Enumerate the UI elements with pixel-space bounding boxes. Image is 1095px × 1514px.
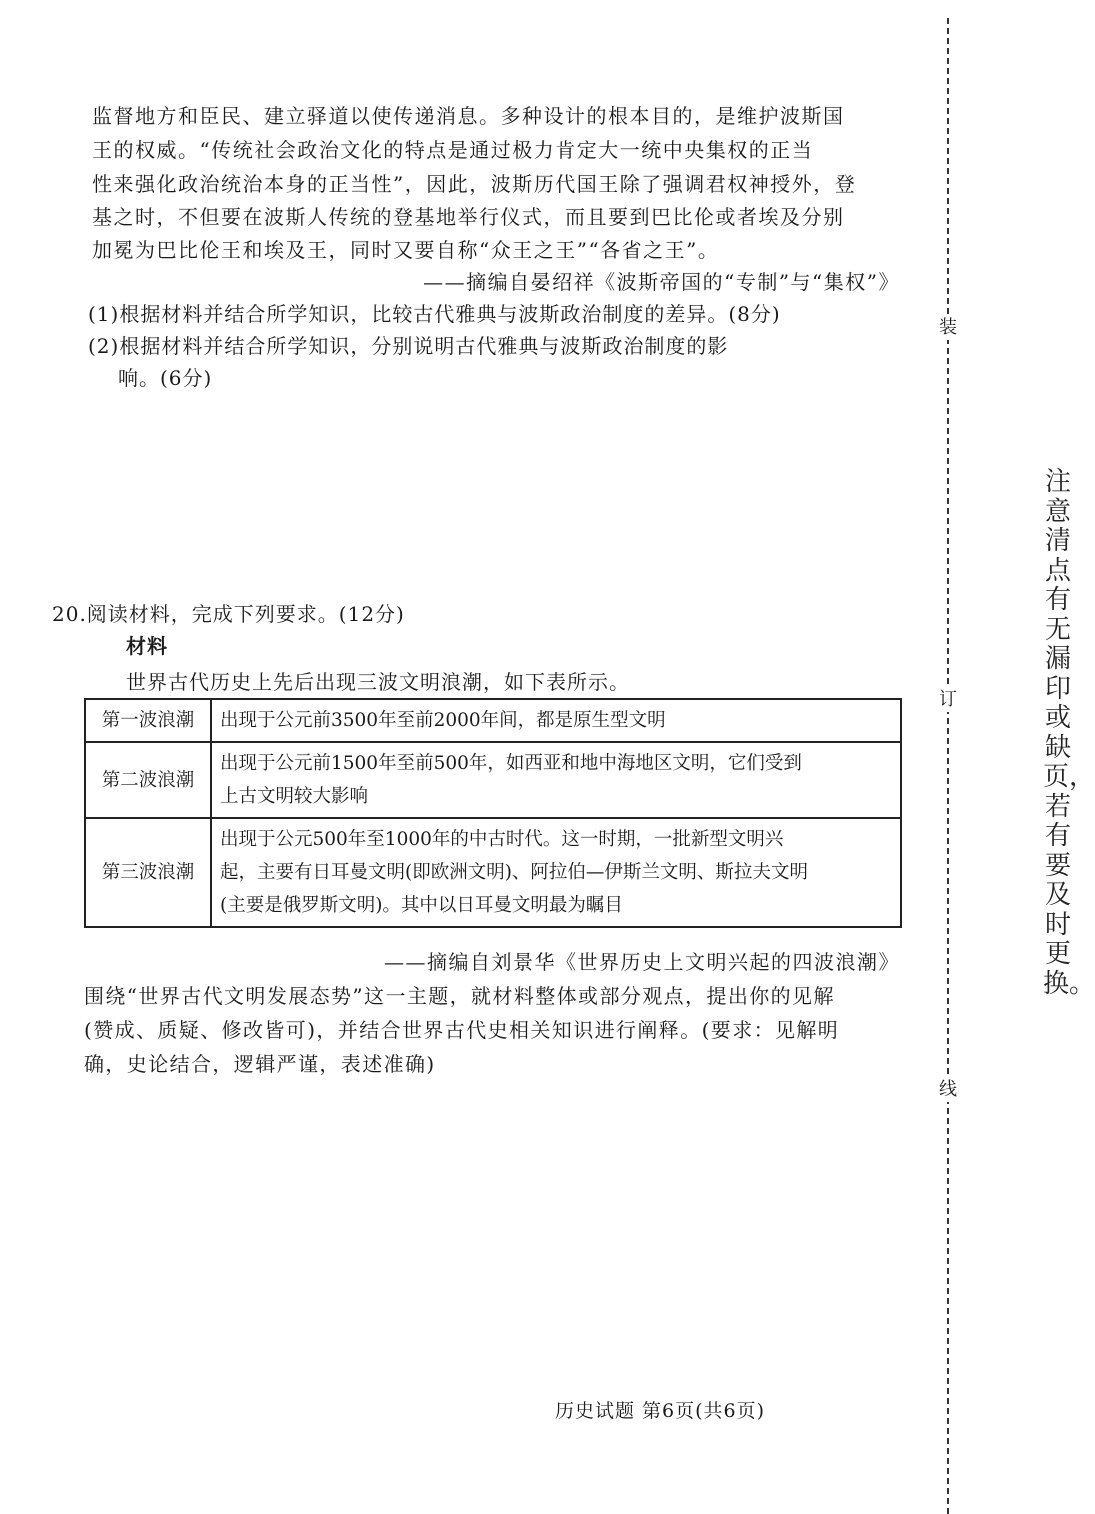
table-row	[85, 742, 901, 818]
wave-desc-line: 上古文明较大影响	[220, 786, 369, 807]
prompt-line: 围绕“世界古代文明发展态势”这一主题，就材料整体或部分观点，提出你的见解	[84, 984, 835, 1008]
wave-label: 第三波浪潮	[85, 818, 211, 927]
passage-line: 基之时，不但要在波斯人传统的登基地举行仪式，而且要到巴比伦或者埃及分别	[92, 205, 845, 229]
prompt-line: 确，史论结合，逻辑严谨，表述准确)	[84, 1052, 436, 1076]
passage-line: 王的权威。“传统社会政治文化的特点是通过极力肯定大一统中央集权的正当	[92, 138, 814, 162]
table-source: ——摘编自刘景华《世界历史上文明兴起的四波浪潮》	[384, 950, 900, 974]
wave-desc-line: 出现于公元500年至1000年的中古时代。这一时期，一批新型文明兴	[220, 829, 784, 850]
table-row	[85, 818, 901, 927]
binding-mark: 订	[939, 689, 957, 710]
table-row	[85, 699, 901, 742]
footer-text: 历史试题 第6页(共6页)	[554, 1400, 766, 1422]
question-19-part-2-cont: 响。(6分)	[118, 366, 213, 390]
wave-desc	[211, 742, 901, 818]
material-label: 材料	[126, 634, 168, 658]
prompt-line: (赞成、质疑、修改皆可)，并结合世界古代史相关知识进行阐释。(要求：见解明	[84, 1018, 840, 1042]
wave-desc	[211, 699, 901, 742]
wave-desc-line: 出现于公元前1500年至前500年，如西亚和地中海地区文明，它们受到	[220, 753, 802, 774]
passage-line: 性来强化政治统治本身的正当性”，因此，波斯历代国王除了强调君权神授外，登	[92, 172, 857, 196]
question-19-part-2: (2)根据材料并结合所学知识，分别说明古代雅典与波斯政治制度的影	[88, 334, 729, 358]
binding-mark: 线	[939, 1079, 957, 1100]
wave-label: 第二波浪潮	[85, 742, 211, 818]
side-notice: 注意清点有无漏印或缺页，若有要及时更换。	[1043, 467, 1095, 999]
binding-line	[947, 18, 949, 1514]
civilization-waves-table	[84, 698, 902, 928]
wave-desc-line: (主要是俄罗斯文明)。其中以日耳曼文明最为瞩目	[220, 895, 623, 916]
wave-label: 第一波浪潮	[85, 699, 211, 742]
wave-desc	[211, 818, 901, 927]
passage-line: 加冕为巴比伦王和埃及王，同时又要自称“众王之王”“各省之王”。	[92, 238, 720, 262]
question-19-part-1: (1)根据材料并结合所学知识，比较古代雅典与波斯政治制度的差异。(8分)	[88, 302, 781, 326]
binding-mark: 装	[939, 317, 957, 338]
page-footer	[0, 1396, 1080, 1423]
question-20-title: 20.阅读材料，完成下列要求。(12分)	[52, 602, 405, 626]
wave-desc-line: 起，主要有日耳曼文明(即欧洲文明)、阿拉伯—伊斯兰文明、斯拉夫文明	[220, 862, 808, 883]
passage-source: ——摘编自晏绍祥《波斯帝国的“专制”与“集权”》	[423, 270, 900, 294]
material-intro: 世界古代历史上先后出现三波文明浪潮，如下表所示。	[126, 670, 630, 694]
passage-line: 监督地方和臣民、建立驿道以使传递消息。多种设计的根本目的，是维护波斯国	[92, 104, 845, 128]
wave-desc-line: 出现于公元前3500年至前2000年间，都是原生型文明	[220, 710, 666, 731]
